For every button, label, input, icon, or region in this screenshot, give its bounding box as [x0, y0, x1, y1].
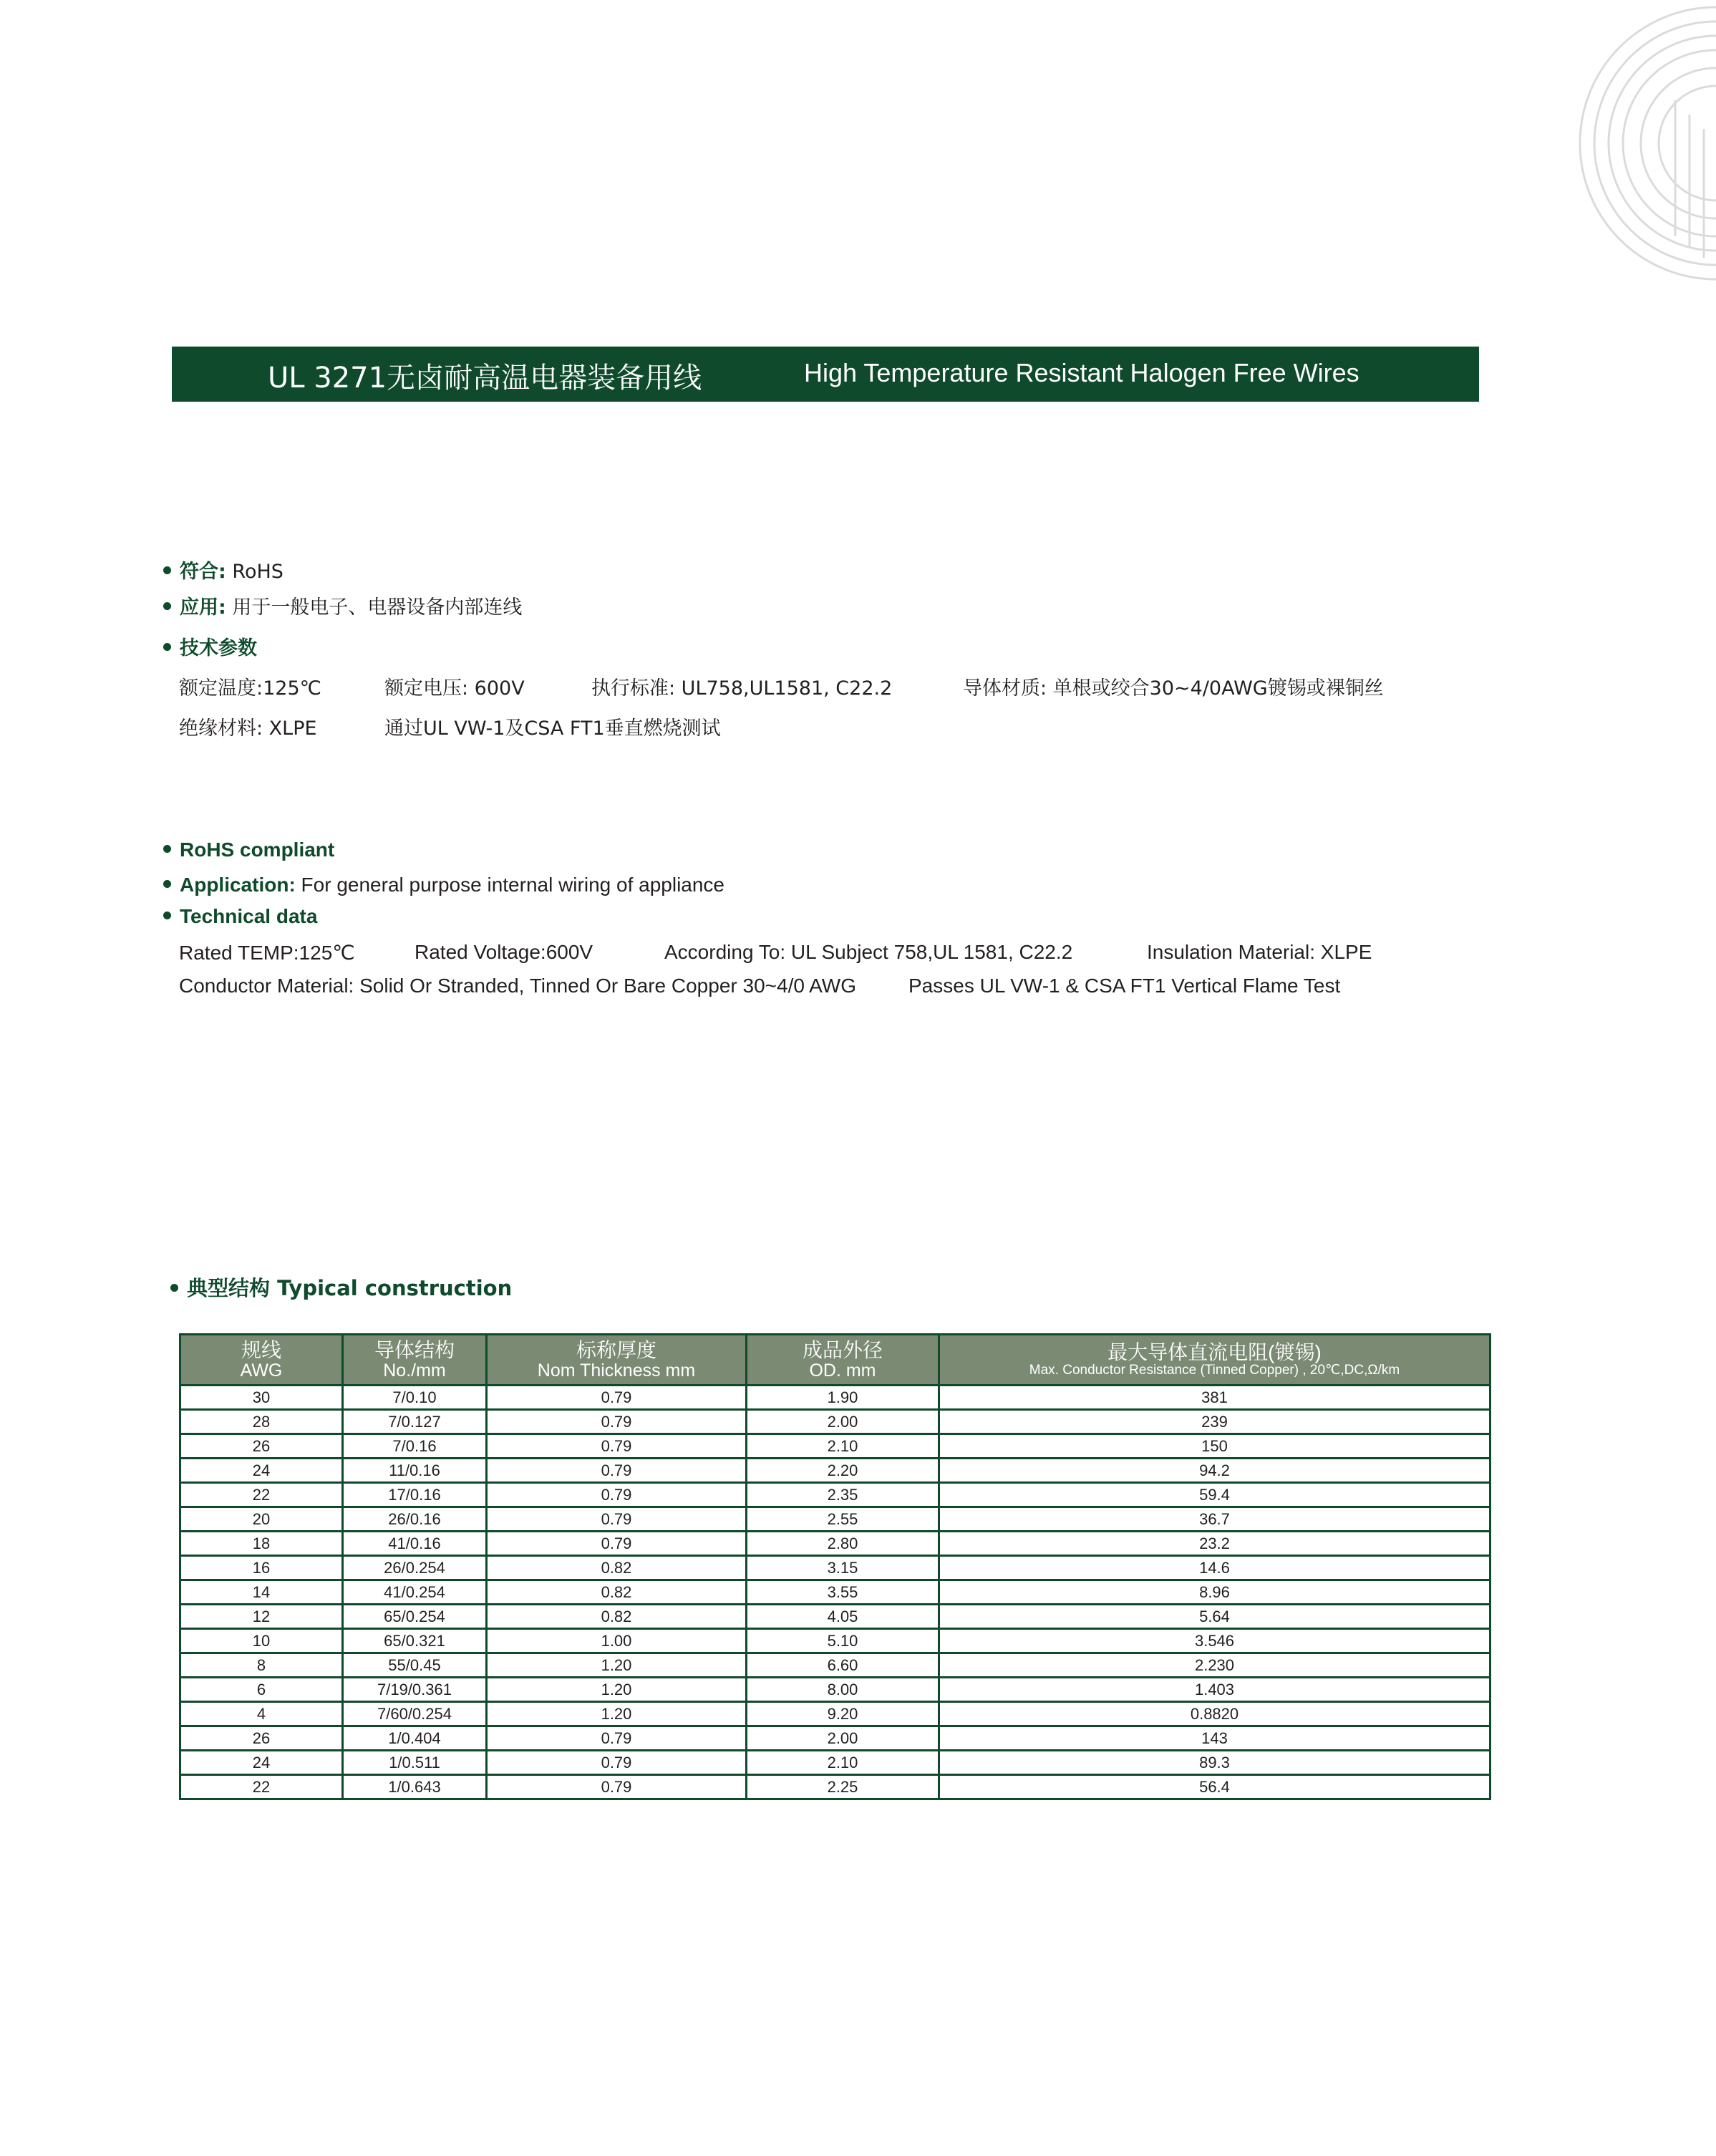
table-cell: 26/0.254	[343, 1556, 487, 1580]
table-cell: 0.79	[487, 1386, 747, 1410]
table-header-row	[180, 1335, 1490, 1386]
table-cell: 0.82	[487, 1556, 747, 1580]
table-cell: 26	[180, 1434, 343, 1459]
table-cell: 28	[180, 1410, 343, 1434]
table-cell: 55/0.45	[343, 1653, 487, 1678]
table-row	[180, 1507, 1490, 1532]
table-cell: 2.25	[747, 1775, 939, 1799]
table-cell: 1.20	[487, 1678, 747, 1702]
table-cell: 23.2	[939, 1532, 1490, 1556]
table-row	[180, 1483, 1490, 1507]
table-row	[180, 1629, 1490, 1653]
table-cell: 0.79	[487, 1775, 747, 1799]
table-row	[180, 1532, 1490, 1556]
table-cell: 3.55	[747, 1580, 939, 1605]
title-cn: UL 3271无卤耐高温电器装备用线	[268, 362, 702, 395]
table-row	[180, 1726, 1490, 1751]
table-cell: 30	[180, 1386, 343, 1410]
table-row	[180, 1410, 1490, 1434]
table-cell: 65/0.254	[343, 1605, 487, 1629]
table-cell: 381	[939, 1386, 1490, 1410]
table-cell: 7/0.16	[343, 1434, 487, 1459]
table-cell: 94.2	[939, 1459, 1490, 1483]
table-cell: 1/0.404	[343, 1726, 487, 1751]
table-cell: 11/0.16	[343, 1459, 487, 1483]
table-cell: 7/19/0.361	[343, 1678, 487, 1702]
corner-logo-watermark	[1561, 0, 1716, 286]
table-cell: 7/0.10	[343, 1386, 487, 1410]
table-cell: 0.79	[487, 1434, 747, 1459]
bullet-icon	[163, 845, 171, 853]
table-cell: 150	[939, 1434, 1490, 1459]
construction-table	[179, 1333, 1489, 1800]
table-cell: 41/0.254	[343, 1580, 487, 1605]
title-en: High Temperature Resistant Halogen Free Wires	[804, 358, 1359, 387]
construction-heading: 典型结构 Typical construction	[170, 1272, 512, 1302]
table-cell: 65/0.321	[343, 1629, 487, 1653]
bullet-icon	[170, 1284, 178, 1292]
table-cell: 2.00	[747, 1726, 939, 1751]
table-cell: 5.10	[747, 1629, 939, 1653]
table-cell: 1.20	[487, 1702, 747, 1726]
en-rohs-row: RoHS compliant	[163, 838, 334, 861]
table-cell: 0.79	[487, 1751, 747, 1775]
table-cell: 1.90	[747, 1386, 939, 1410]
table-cell: 24	[180, 1751, 343, 1775]
table-row	[180, 1605, 1490, 1629]
table-row	[180, 1678, 1490, 1702]
table-row	[180, 1580, 1490, 1605]
table-row	[180, 1434, 1490, 1459]
table-cell: 22	[180, 1483, 343, 1507]
table-cell: 14	[180, 1580, 343, 1605]
table-cell: 56.4	[939, 1775, 1490, 1799]
col-resistance: 最大导体直流电阻(镀锡) Max. Conductor Resistance (Tinned Copper) , 20℃,DC,Ω/km	[939, 1335, 1490, 1386]
en-application-row: Application: For general purpose internal wiring of appliance	[163, 874, 724, 896]
table-cell: 0.79	[487, 1726, 747, 1751]
bullet-icon	[163, 566, 171, 574]
table-cell: 143	[939, 1726, 1490, 1751]
table-cell: 26	[180, 1726, 343, 1751]
table-row	[180, 1751, 1490, 1775]
table-cell: 0.82	[487, 1605, 747, 1629]
table-cell: 9.20	[747, 1702, 939, 1726]
table-cell: 0.8820	[939, 1702, 1490, 1726]
cn-comply-row: 符合: RoHS	[163, 556, 283, 584]
table-cell: 36.7	[939, 1507, 1490, 1532]
en-tech-heading: Technical data	[163, 905, 317, 928]
table-row	[180, 1556, 1490, 1580]
table-cell: 239	[939, 1410, 1490, 1434]
table-cell: 4.05	[747, 1605, 939, 1629]
table-cell: 6	[180, 1678, 343, 1702]
table-cell: 2.35	[747, 1483, 939, 1507]
table-cell: 20	[180, 1507, 343, 1532]
col-awg: 规线 AWG	[180, 1335, 343, 1386]
table-cell: 1/0.643	[343, 1775, 487, 1799]
table-cell: 4	[180, 1702, 343, 1726]
table-cell: 0.79	[487, 1459, 747, 1483]
table-row	[180, 1702, 1490, 1726]
bullet-icon	[163, 912, 171, 919]
table-cell: 26/0.16	[343, 1507, 487, 1532]
table-cell: 2.00	[747, 1410, 939, 1434]
table-cell: 14.6	[939, 1556, 1490, 1580]
table-cell: 16	[180, 1556, 343, 1580]
table-cell: 18	[180, 1532, 343, 1556]
bullet-icon	[163, 880, 171, 888]
table-cell: 17/0.16	[343, 1483, 487, 1507]
col-thickness: 标称厚度 Nom Thickness mm	[487, 1335, 747, 1386]
table-cell: 59.4	[939, 1483, 1490, 1507]
table-cell: 41/0.16	[343, 1532, 487, 1556]
table-cell: 10	[180, 1629, 343, 1653]
table-cell: 7/0.127	[343, 1410, 487, 1434]
table-cell: 8.96	[939, 1580, 1490, 1605]
table-cell: 3.15	[747, 1556, 939, 1580]
title-banner	[172, 347, 1479, 402]
table-cell: 2.80	[747, 1532, 939, 1556]
table-row	[180, 1653, 1490, 1678]
table-cell: 8.00	[747, 1678, 939, 1702]
table-cell: 7/60/0.254	[343, 1702, 487, 1726]
table-cell: 2.10	[747, 1751, 939, 1775]
bullet-icon	[163, 602, 171, 610]
table-cell: 2.10	[747, 1434, 939, 1459]
table-cell: 1/0.511	[343, 1751, 487, 1775]
table-row	[180, 1775, 1490, 1799]
table-cell: 12	[180, 1605, 343, 1629]
table-cell: 5.64	[939, 1605, 1490, 1629]
table-cell: 1.403	[939, 1678, 1490, 1702]
table-cell: 0.79	[487, 1532, 747, 1556]
table-row	[180, 1386, 1490, 1410]
table-cell: 0.79	[487, 1507, 747, 1532]
col-conductor: 导体结构 No./mm	[343, 1335, 487, 1386]
bullet-icon	[163, 643, 171, 651]
table-cell: 6.60	[747, 1653, 939, 1678]
table-cell: 3.546	[939, 1629, 1490, 1653]
table-cell: 89.3	[939, 1751, 1490, 1775]
cn-application-row: 应用: 用于一般电子、电器设备内部连线	[163, 591, 522, 619]
table-cell: 22	[180, 1775, 343, 1799]
cn-tech-heading: 技术参数	[163, 632, 257, 660]
table-cell: 2.20	[747, 1459, 939, 1483]
table-cell: 8	[180, 1653, 343, 1678]
table-cell: 24	[180, 1459, 343, 1483]
table-cell: 0.79	[487, 1483, 747, 1507]
col-od: 成品外径 OD. mm	[747, 1335, 939, 1386]
table-cell: 1.20	[487, 1653, 747, 1678]
table-row	[180, 1459, 1490, 1483]
table-cell: 1.00	[487, 1629, 747, 1653]
table-cell: 2.55	[747, 1507, 939, 1532]
table-cell: 0.79	[487, 1410, 747, 1434]
table-cell: 0.82	[487, 1580, 747, 1605]
table-cell: 2.230	[939, 1653, 1490, 1678]
